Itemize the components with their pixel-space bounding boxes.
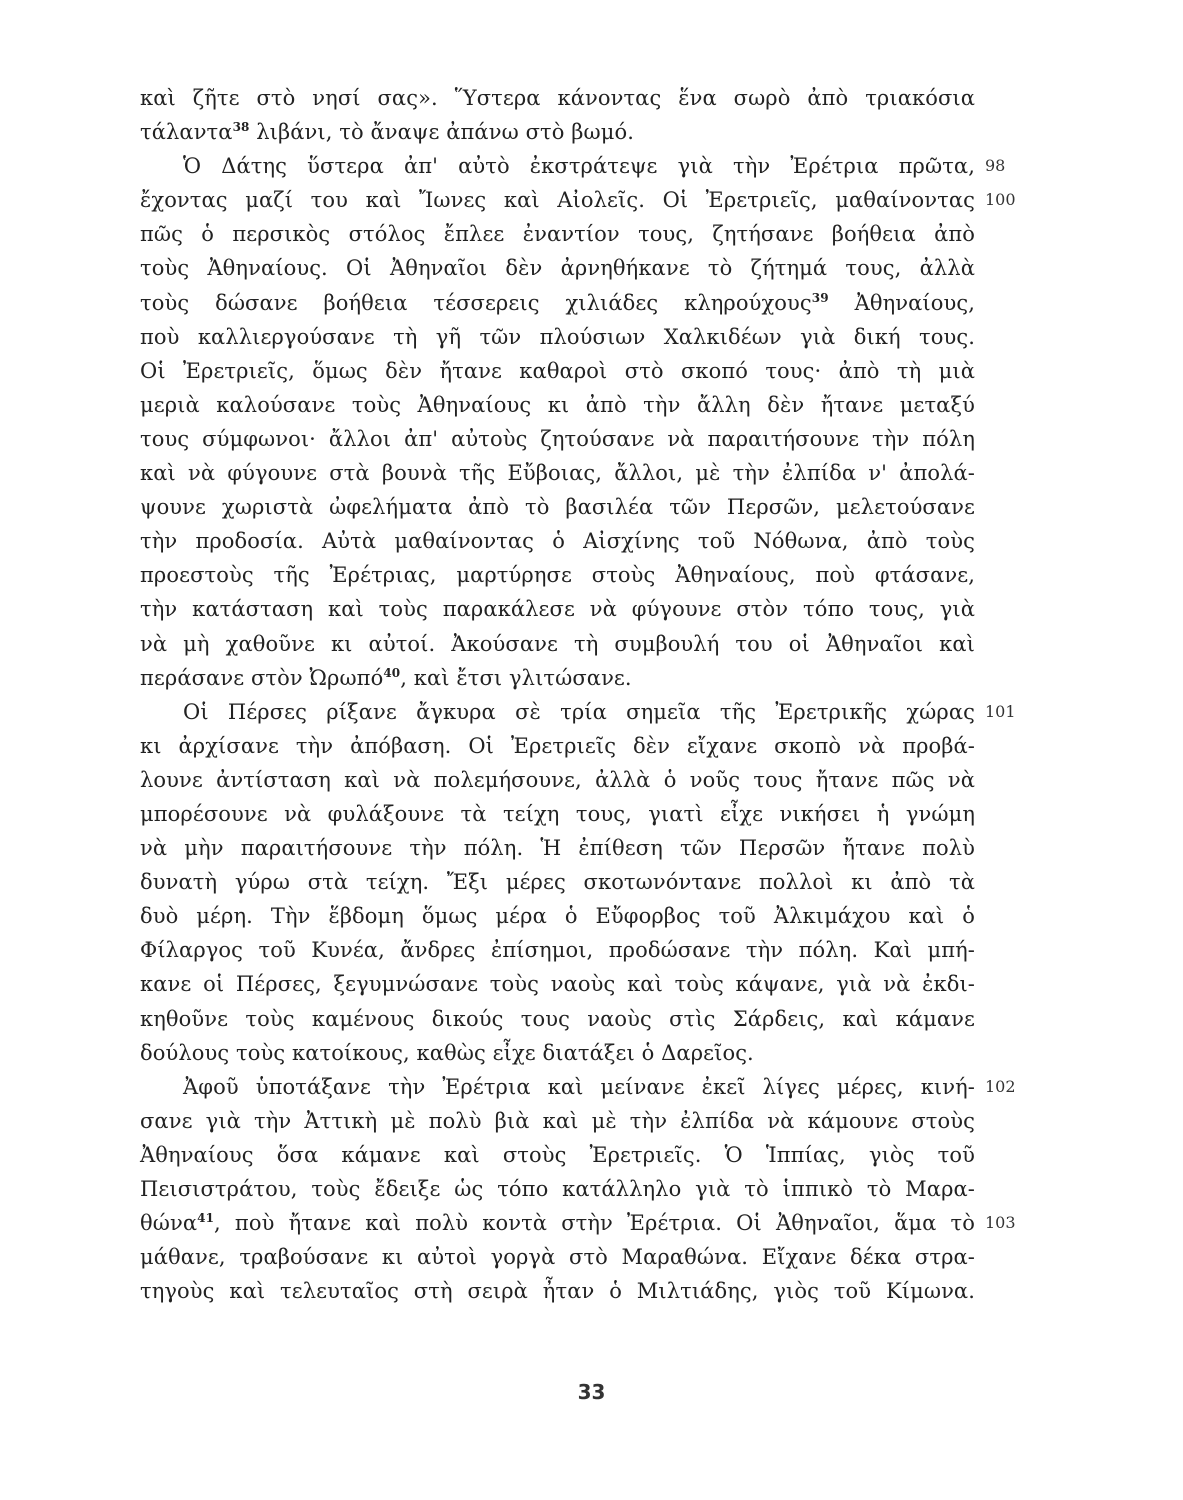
text-line xyxy=(140,456,975,490)
text-line xyxy=(140,524,975,558)
line-text-continued: , ποὺ ἤτανε καὶ πολὺ κοντὰ στὴν Ἐρέτρια. Οἱ Ἀθηναῖοι, ἅμα τὸ xyxy=(214,1211,975,1236)
text-line xyxy=(140,831,975,865)
text-line xyxy=(140,1172,975,1206)
line-text: τοὺς Ἀθηναίους. Οἱ Ἀθηναῖοι δὲν ἀρνηθήκανε τὸ ζήτημά τους, ἀλλὰ xyxy=(140,256,975,281)
text-line xyxy=(140,763,975,797)
line-text: κανε οἱ Πέρσες, ξεγυμνώσανε τοὺς ναοὺς καὶ τοὺς κάψανε, γιὰ νὰ ἐκδι- xyxy=(140,972,975,997)
text-line xyxy=(140,797,975,831)
line-text: Πεισιστράτου, τοὺς ἔδειξε ὡς τόπο κατάλληλο γιὰ τὸ ἱππικὸ τὸ Μαρα- xyxy=(140,1177,975,1201)
line-text: Ἀθηναίους ὅσα κάμανε καὶ στοὺς Ἐρετριεῖς. Ὁ Ἱππίας, γιὸς τοῦ xyxy=(140,1142,975,1167)
line-text: τὴν κατάσταση καὶ τοὺς παρακάλεσε νὰ φύγουνε στὸν τόπο τους, γιὰ xyxy=(140,597,975,622)
margin-section-number: 101 xyxy=(985,701,1016,721)
line-text: τοὺς δώσανε βοήθεια τέσσερεις χιλιάδες κληρούχους xyxy=(140,290,812,315)
text-line xyxy=(140,490,975,524)
text-line xyxy=(140,388,975,422)
line-text: καὶ ζῆτε στὸ νησί σας». Ὕστερα κάνοντας ἕνα σωρὸ ἀπὸ τριακόσια xyxy=(140,86,975,110)
margin-section-number: 102 xyxy=(985,1076,1016,1096)
text-line xyxy=(140,1274,975,1308)
text-line xyxy=(140,1070,1016,1104)
line-text: Ἀφοῦ ὑποτάξανε τὴν Ἐρέτρια καὶ μείνανε ἐκεῖ λίγες μέρες, κινή- xyxy=(183,1074,975,1099)
text-line xyxy=(140,661,975,695)
line-text: ψουνε χωριστὰ ὠφελήματα ἀπὸ τὸ βασιλέα τῶν Περσῶν, μελετούσανε xyxy=(140,495,975,520)
text-line xyxy=(140,286,975,320)
line-text-continued: Ἀθηναίους, xyxy=(828,290,975,315)
text-line xyxy=(140,1036,975,1070)
line-text: δούλους τοὺς κατοίκους, καθὼς εἶχε διατάξει ὁ Δαρεῖος. xyxy=(140,1040,754,1065)
body-text xyxy=(140,81,1016,1308)
text-line xyxy=(140,149,1006,183)
text-line xyxy=(140,967,975,1001)
text-line xyxy=(140,422,975,456)
text-line xyxy=(140,933,975,967)
line-text: τους σύμφωνοι· ἄλλοι ἀπ' αὐτοὺς ζητούσανε νὰ παραιτήσουνε τὴν πόλη xyxy=(140,426,975,451)
line-text: κι ἀρχίσανε τὴν ἀπόβαση. Οἱ Ἐρετριεῖς δὲν εἴχανε σκοπὸ νὰ προβά- xyxy=(140,733,975,758)
line-text: δυνατὴ γύρω στὰ τείχη. Ἔξι μέρες σκοτωνόντανε πολλοὶ κι ἀπὸ τὰ xyxy=(140,870,975,895)
line-text: τὴν προδοσία. Αὐτὰ μαθαίνοντας ὁ Αἰσχίνης τοῦ Νόθωνα, ἀπὸ τοὺς xyxy=(140,529,975,554)
line-text: Οἱ Ἐρετριεῖς, ὅμως δὲν ἤτανε καθαροὶ στὸ σκοπό τους· ἀπὸ τὴ μιὰ xyxy=(140,358,975,383)
line-text: νὰ μὴν παραιτήσουνε τὴν πόλη. Ἡ ἐπίθεση τῶν Περσῶν ἤτανε πολὺ xyxy=(140,836,975,861)
text-line xyxy=(140,320,975,354)
footnote-marker: 39 xyxy=(811,290,829,305)
text-line xyxy=(140,1240,975,1274)
line-text: τηγοὺς καὶ τελευταῖος στὴ σειρὰ ἦταν ὁ Μιλτιάδης, γιὸς τοῦ Κίμωνα. xyxy=(140,1279,975,1304)
text-line xyxy=(140,1138,975,1172)
line-text: Φίλαργος τοῦ Κυνέα, ἄνδρες ἐπίσημοι, προδώσανε τὴν πόλη. Καὶ μπή- xyxy=(140,938,975,963)
line-text: λουνε ἀντίσταση καὶ νὰ πολεμήσουνε, ἀλλὰ ὁ νοῦς τους ἤτανε πῶς νὰ xyxy=(140,767,975,792)
text-line xyxy=(140,695,1016,729)
text-line xyxy=(140,1104,975,1138)
line-text: θώνα xyxy=(140,1211,198,1236)
footnote-marker: 38 xyxy=(232,120,250,135)
line-text: μάθανε, τραβούσανε κι αὐτοὶ γοργὰ στὸ Μαραθώνα. Εἴχανε δέκα στρα- xyxy=(140,1245,975,1270)
margin-section-number: 98 xyxy=(985,156,1006,176)
text-line xyxy=(140,627,975,661)
line-text: ἔχοντας μαζί του καὶ Ἴωνες καὶ Αἰολεῖς. Οἱ Ἐρετριεῖς, μαθαίνοντας xyxy=(140,188,975,213)
line-text: μπορέσουνε νὰ φυλάξουνε τὰ τείχη τους, γιατὶ εἶχε νικήσει ἡ γνώμη xyxy=(140,801,975,826)
text-line xyxy=(140,558,975,592)
line-text-continued: , καὶ ἔτσι γλιτώσανε. xyxy=(400,665,632,690)
line-text: σανε γιὰ τὴν Ἀττικὴ μὲ πολὺ βιὰ καὶ μὲ τὴν ἐλπίδα νὰ κάμουνε στοὺς xyxy=(140,1108,975,1133)
page-number: 33 xyxy=(577,1380,606,1404)
margin-section-number: 103 xyxy=(985,1213,1016,1233)
text-line xyxy=(140,865,975,899)
line-text: ποὺ καλλιεργούσανε τὴ γῆ τῶν πλούσιων Χαλκιδέων γιὰ δική τους. xyxy=(140,324,975,349)
text-line xyxy=(140,115,975,149)
footnote-marker: 40 xyxy=(383,665,401,680)
text-line xyxy=(140,1002,975,1036)
margin-section-number: 100 xyxy=(985,190,1016,210)
line-text: τάλαντα xyxy=(140,120,233,145)
line-text: πῶς ὁ περσικὸς στόλος ἔπλεε ἐναντίον τους, ζητήσανε βοήθεια ἀπὸ xyxy=(140,222,975,247)
line-text: κηθοῦνε τοὺς καμένους δικούς τους ναοὺς στὶς Σάρδεις, καὶ κάμανε xyxy=(140,1006,975,1031)
text-line xyxy=(140,183,1016,217)
line-text: Οἱ Πέρσες ρίξανε ἄγκυρα σὲ τρία σημεῖα τῆς Ἐρετρικῆς χώρας xyxy=(183,699,975,724)
line-text: καὶ νὰ φύγουνε στὰ βουνὰ τῆς Εὔβοιας, ἄλλοι, μὲ τὴν ἐλπίδα ν' ἀπολά- xyxy=(140,461,975,486)
line-text-continued: λιβάνι, τὸ ἄναψε ἀπάνω στὸ βωμό. xyxy=(249,120,634,145)
line-text: προεστοὺς τῆς Ἐρέτριας, μαρτύρησε στοὺς Ἀθηναίους, ποὺ φτάσανε, xyxy=(140,563,975,588)
text-line xyxy=(140,354,975,388)
text-line xyxy=(140,592,975,626)
line-text: μεριὰ καλούσανε τοὺς Ἀθηναίους κι ἀπὸ τὴν ἄλλη δὲν ἤτανε μεταξύ xyxy=(140,392,975,417)
text-line xyxy=(140,729,975,763)
line-text: νὰ μὴ χαθοῦνε κι αὐτοί. Ἀκούσανε τὴ συμβουλή του οἱ Ἀθηναῖοι καὶ xyxy=(140,631,975,656)
line-text: δυὸ μέρη. Τὴν ἕβδομη ὅμως μέρα ὁ Εὔφορβος τοῦ Ἀλκιμάχου καὶ ὁ xyxy=(140,904,975,929)
text-line xyxy=(140,217,975,251)
line-text: περάσανε στὸν Ὠρωπό xyxy=(140,665,384,690)
line-text: Ὁ Δάτης ὕστερα ἀπ' αὐτὸ ἐκστράτεψε γιὰ τὴν Ἐρέτρια πρῶτα, xyxy=(183,154,975,179)
text-line xyxy=(140,251,975,285)
text-line xyxy=(140,1206,1016,1240)
text-line xyxy=(140,81,975,115)
footnote-marker: 41 xyxy=(197,1211,215,1226)
text-line xyxy=(140,899,975,933)
